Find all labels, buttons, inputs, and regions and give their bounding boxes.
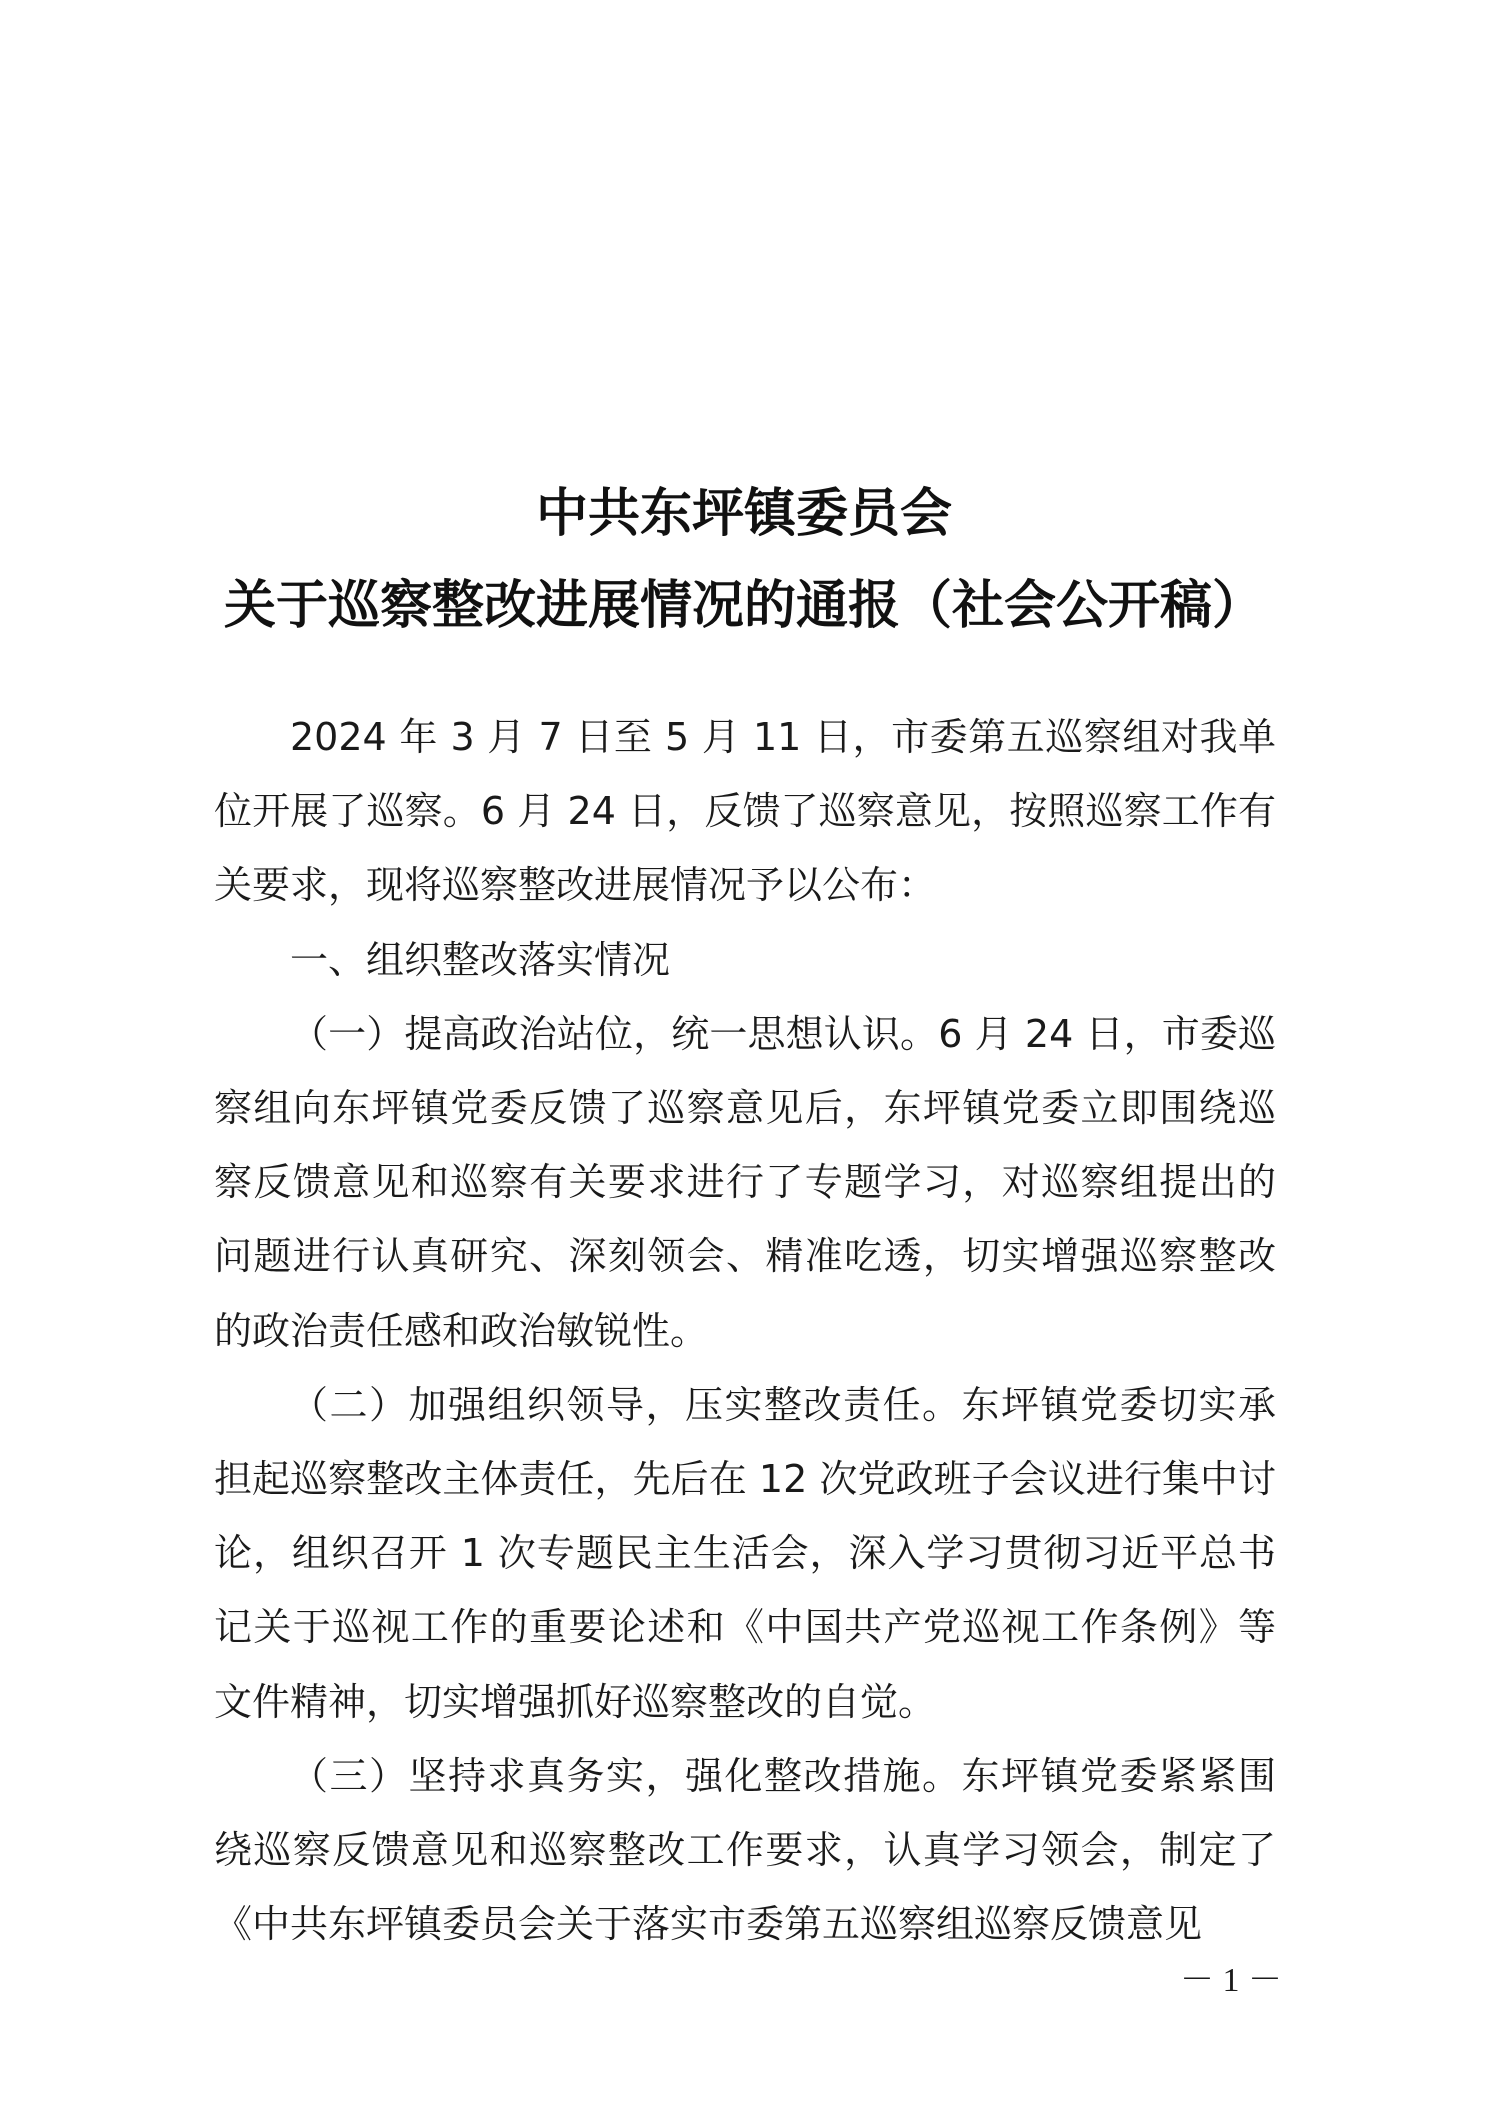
- item-3-body: 东坪镇党委紧紧围绕巡察反馈意见和巡察整改工作要求，认真学习领会，制定了《中共东坪镇委员会关于落实市委第五巡察组巡察反馈意见: [214, 1753, 1276, 1947]
- item-3-lead: （三）坚持求真务实，强化整改措施。: [290, 1753, 962, 1798]
- item-1-lead: （一）提高政治站位，统一思想认识。: [290, 1011, 939, 1056]
- title-line-1: 中共东坪镇委员会: [535, 483, 952, 544]
- item-2-body: 东坪镇党委切实承担起巡察整改主体责任，先后在 12 次党政班子会议进行集中讨论，组织召开 1 次专题民主生活会，深入学习贯彻习近平总书记关于巡视工作的重要论述和《中国共产党巡视工作条例》等文件精神，切实增强抓好巡察整改的自觉。: [214, 1382, 1276, 1724]
- document-body: [214, 700, 1276, 1961]
- intro-paragraph: 2024 年 3 月 7 日至 5 月 11 日，市委第五巡察组对我单位开展了巡察。6 月 24 日，反馈了巡察意见，按照巡察工作有关要求，现将巡察整改进展情况予以公布：: [214, 715, 1276, 908]
- item-2-lead: （二）加强组织领导，压实整改责任。: [290, 1382, 962, 1427]
- item-1-body: 6 月 24 日，市委巡察组向东坪镇党委反馈了巡察意见后，东坪镇党委立即围绕巡察反馈意见和巡察有关要求进行了专题学习，对巡察组提出的问题进行认真研究、深刻领会、精准吃透，切实增强巡察整改的政治责任感和政治敏锐性。: [214, 1011, 1276, 1353]
- item-2-paragraph: [214, 1368, 1276, 1739]
- item-1-paragraph: [214, 997, 1276, 1368]
- section-heading: 一、组织整改落实情况: [290, 937, 671, 982]
- page-number: － 1 －: [1180, 1962, 1282, 1999]
- document-title: [0, 468, 1488, 652]
- title-line-2: 关于巡察整改进展情况的通报（社会公开稿）: [223, 575, 1264, 636]
- item-3-paragraph: [214, 1739, 1276, 1962]
